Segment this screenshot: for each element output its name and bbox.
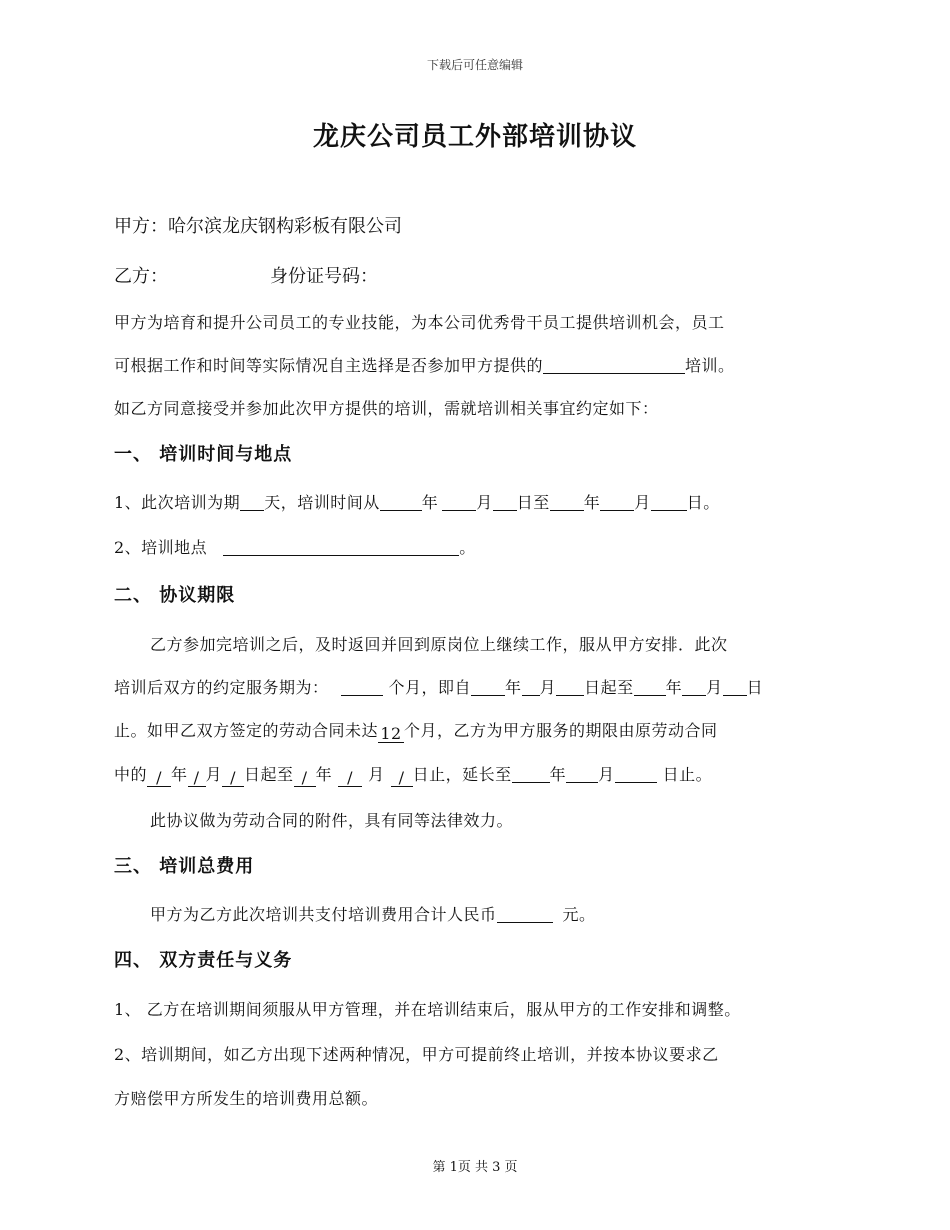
intro-line-2: [114, 353, 735, 376]
text: 月: [368, 765, 385, 784]
text: 个月，乙方为甲方服务的期限由原劳动合同: [404, 721, 718, 740]
blank-day: [615, 764, 657, 783]
training-name-blank: [543, 355, 685, 374]
text: 年: [171, 765, 188, 784]
blank-day: [493, 492, 517, 511]
slash-month: /: [338, 768, 362, 787]
text: 月: [205, 765, 223, 784]
text: 年: [583, 493, 601, 512]
contract-months-value: 12: [378, 724, 404, 743]
header-note: 下载后可任意编辑: [426, 58, 523, 72]
text: 元。: [562, 905, 596, 924]
blank-month: [442, 492, 476, 511]
blank-location: [223, 537, 459, 556]
text: 日止。: [662, 765, 713, 784]
intro-line-2-end: 培训。: [685, 356, 735, 375]
text: 年: [505, 678, 522, 697]
section4-item1: 1、 乙方在培训期间须服从甲方管理，并在培训结束后，服从甲方的工作安排和调整。: [114, 1000, 741, 1019]
text: 年: [315, 765, 333, 784]
text: 日起至: [584, 678, 634, 697]
section2-p1: 乙方参加完培训之后，及时返回并回到原岗位上继续工作，服从甲方安排．此次: [150, 635, 728, 654]
text: 年: [549, 765, 567, 784]
blank-year: [550, 492, 584, 511]
blank-year: [471, 677, 505, 696]
blank-month: [682, 677, 706, 696]
text: 月: [598, 765, 615, 784]
section1-item1: [114, 490, 720, 513]
slash-year: /: [294, 768, 316, 787]
blank-days: [240, 492, 264, 511]
text: 月: [539, 678, 557, 697]
blank-year: [380, 492, 422, 511]
section4-item2-line2: 方赔偿甲方所发生的培训费用总额。: [114, 1089, 379, 1108]
text: 月: [706, 678, 723, 697]
slash-month: /: [188, 768, 206, 787]
text: 甲方为乙方此次培训共支付培训费用合计人民币: [150, 905, 497, 924]
page-footer: 第 1页 共 3 页: [432, 1160, 518, 1175]
blank-months: [341, 677, 383, 696]
slash-day: /: [391, 768, 413, 787]
party-b-label: 乙方：: [114, 266, 168, 286]
section-heading-3: 三、 培训总费用: [114, 856, 255, 877]
blank-year: [634, 677, 666, 696]
blank-amount: [497, 904, 553, 923]
party-b-id-label: 身份证号码：: [270, 266, 378, 286]
blank-day: [651, 492, 687, 511]
text: 个月，即自: [388, 678, 472, 697]
text: 天，培训时间从: [264, 493, 380, 512]
intro-line-1: 甲方为培育和提升公司员工的专业技能，为本公司优秀骨干员工提供培训机会，员工: [114, 313, 725, 332]
text: 中的: [114, 765, 148, 784]
text: 日: [746, 678, 764, 697]
intro-line-3: 如乙方同意接受并参加此次甲方提供的培训，需就培训相关事宜约定如下：: [114, 399, 659, 418]
text: 月: [634, 493, 651, 512]
section3-p1: [150, 902, 596, 925]
section2-p4: [114, 762, 712, 787]
section2-p5: 此协议做为劳动合同的附件，具有同等法律效力。: [150, 811, 514, 830]
text: 日。: [686, 493, 720, 512]
text: 1、此次培训为期: [114, 493, 241, 512]
text: 2、培训地点: [114, 538, 208, 557]
text: 年: [421, 493, 439, 512]
blank-month: [566, 764, 598, 783]
party-a: 甲方：哈尔滨龙庆钢构彩板有限公司: [114, 216, 402, 236]
section2-p3: [114, 718, 718, 743]
document-title: 龙庆公司员工外部培训协议: [312, 122, 637, 152]
section2-p2: [114, 675, 763, 698]
slash-day: /: [222, 768, 244, 787]
text: 日至: [516, 493, 550, 512]
intro-line-2-text: 可根据工作和时间等实际情况自主选择是否参加甲方提供的: [114, 356, 544, 375]
blank-month: [600, 492, 634, 511]
section1-item2: [114, 535, 476, 558]
blank-day: [556, 677, 584, 696]
text: 日止，延长至: [412, 765, 512, 784]
text: 年: [665, 678, 683, 697]
section4-item2-line1: 2、培训期间，如乙方出现下述两种情况，甲方可提前终止培训，并按本协议要求乙: [114, 1045, 719, 1064]
text: 月: [476, 493, 493, 512]
text: 日起至: [244, 765, 294, 784]
blank-day: [723, 677, 747, 696]
blank-month: [522, 677, 540, 696]
text: 培训后双方的约定服务期为：: [114, 678, 329, 697]
text: 。: [459, 538, 476, 557]
blank-year: [512, 764, 550, 783]
section-heading-1: 一、 培训时间与地点: [114, 444, 293, 465]
section-heading-2: 二、 协议期限: [114, 585, 236, 606]
slash-year: /: [147, 768, 171, 787]
section-heading-4: 四、 双方责任与义务: [114, 950, 293, 971]
text: 止。如甲乙双方签定的劳动合同未达: [114, 721, 379, 740]
